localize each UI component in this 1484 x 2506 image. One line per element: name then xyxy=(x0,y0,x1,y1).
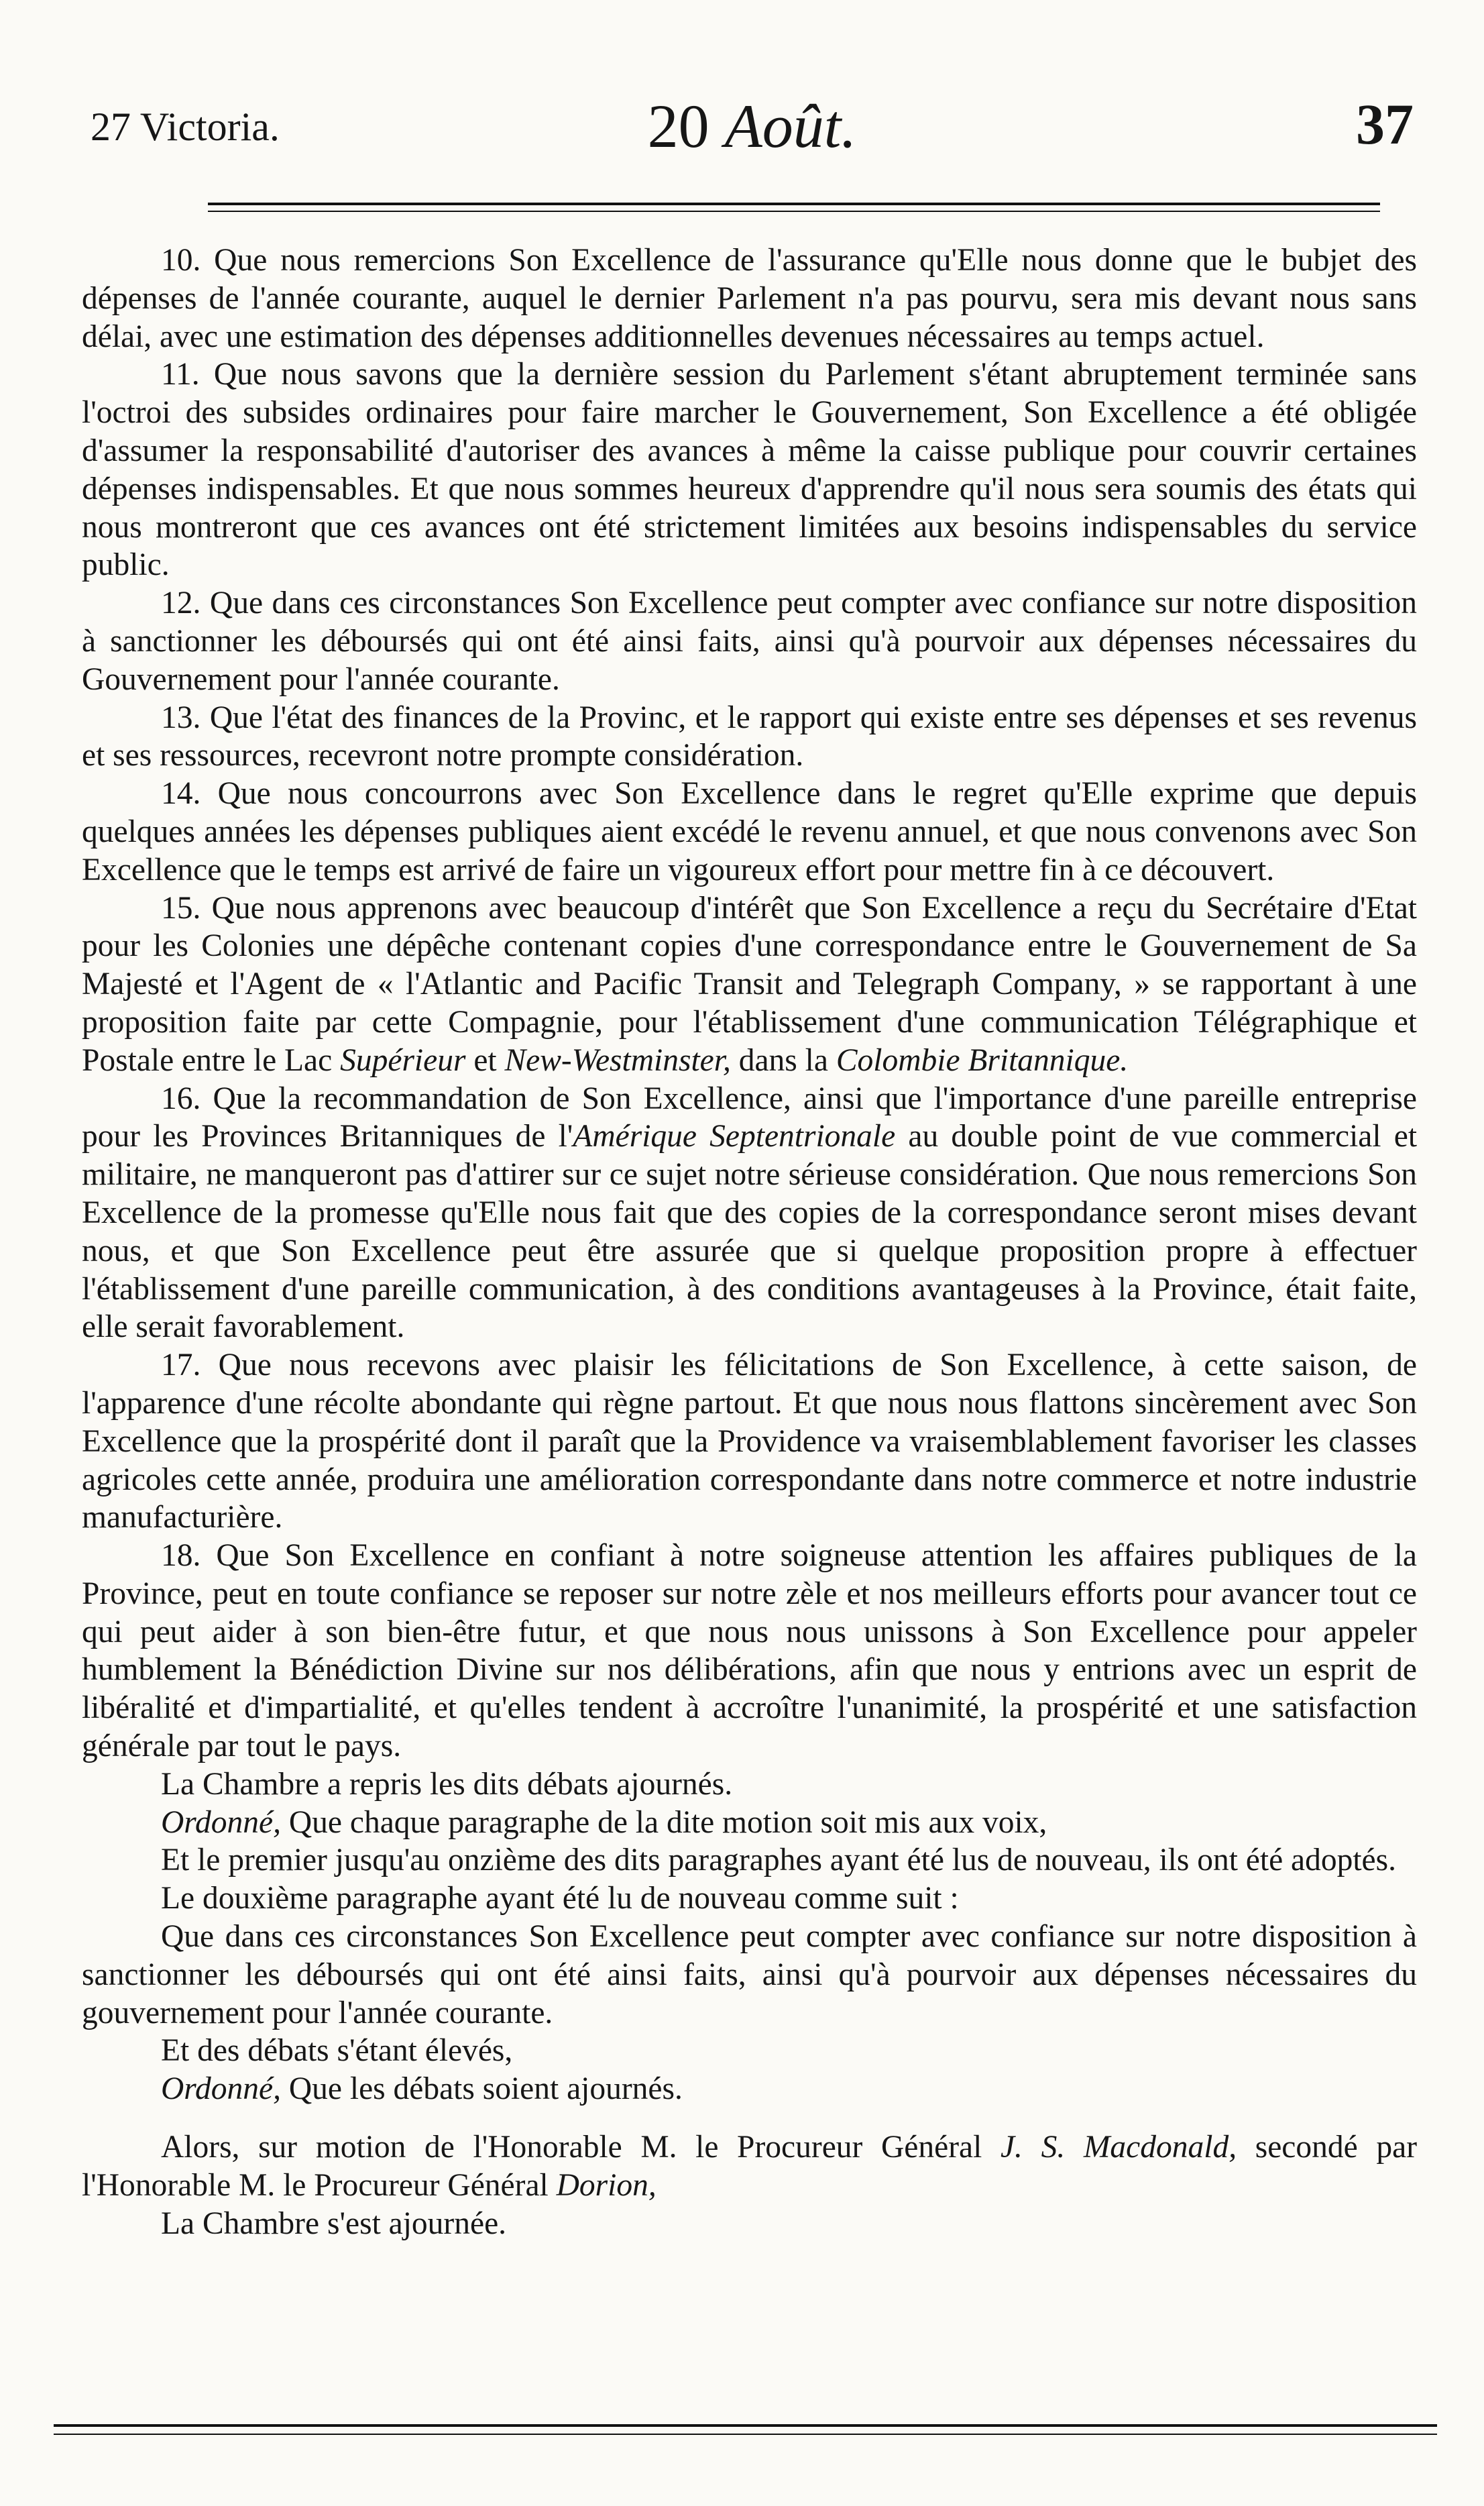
proceedings-twelfth-text: Que dans ces circonstances Son Excellence peut compter avec confiance sur notre disposition à sanctionner les déboursés qui ont été ainsi faits, ainsi qu'à pourvoir aux dépenses nécessaires du gouvernement pour l'année courante. xyxy=(82,1919,1417,2030)
paragraph-12: 12. Que dans ces circonstances Son Excellence peut compter avec confiance sur notre disposition à sanctionner les déboursés qui ont été ainsi faits, ainsi qu'à pourvoir aux dépenses nécessaires du Gouvernement pour l'année courante. xyxy=(82,586,1418,697)
footer-rule-top xyxy=(54,2424,1437,2427)
paragraph-15: 15. Que nous apprenons avec beaucoup d'intérêt que Son Excellence a reçu du Secrétaire d'Etat pour les Colonies une dépêche contenant copies d'une correspondance entre le Gouvernement de Sa Majesté et l'Agent de « l'Atlantic and Pacific Transit and Telegraph Company, » se rapportant à une proposition faite par cette Compagnie, pour l'établissement d'une communication Télégraphique et Postale entre le Lac Supérieur et New-Westminster, dans la Colombie Britannique. xyxy=(82,890,1418,1078)
header-day: 20 xyxy=(647,92,709,160)
paragraph-17: 17. Que nous recevons avec plaisir les félicitations de Son Excellence, à cette saison, de l'apparence d'une récolte abondante qui règne partout. Et que nous nous flattons sincèrement avec Son Excellence que la prospérité dont il paraît que la Providence va vraisemblablement favoriser les classes agricoles cette année, produira une amélioration correspondante dans notre commerce et notre industrie manufacturière. xyxy=(82,1348,1417,1535)
header-rule-top xyxy=(208,203,1380,205)
header-session: 27 Victoria. xyxy=(91,105,280,149)
paragraph-10: 10. Que nous remercions Son Excellence de l'assurance qu'Elle nous donne que le bubjet des dépenses de l'année courante, auquel le dernier Parlement n'a pas pourvu, sera mis devant nous sans délai, avec une estimation des dépenses additionnelles devenues nécessaires au temps actuel. xyxy=(82,243,1418,354)
page-number: 37 xyxy=(1356,92,1414,156)
proceedings-adjourned: La Chambre s'est ajournée. xyxy=(161,2205,507,2241)
proceedings-adjourned-debate: Ordonné, Que les débats soient ajournés. xyxy=(161,2071,683,2107)
proceedings-motion: Alors, sur motion de l'Honorable M. le Procureur Général J. S. Macdonald, secondé par l'Honorable M. le Procureur Général Dorion, xyxy=(82,2130,1418,2203)
paragraph-13: 13. Que l'état des finances de la Provinc, et le rapport qui existe entre ses dépenses et ses revenus et ses ressources, recevront notre prompte considération. xyxy=(82,700,1417,773)
page-header xyxy=(91,91,1414,164)
footer-rule-bottom xyxy=(54,2434,1437,2435)
paragraph-16: 16. Que la recommandation de Son Excellence, ainsi que l'importance d'une pareille entreprise pour les Provinces Britanniques de l'Amérique Septentrionale au double point de vue commercial et militaire, ne manqueront pas d'attirer sur ce sujet notre sérieuse considération. Que nous remercions Son Excellence de la promesse qu'Elle nous fait que des copies de la correspondance seront mises devant nous, et que Son Excellence peut être assurée que si quelque proposition propre à effectuer l'établissement d'une pareille communication, à des conditions avantageuses à la Province, était faite, elle serait favorablement. xyxy=(82,1081,1418,1345)
header-month: Août. xyxy=(724,92,857,160)
header-rule-bottom xyxy=(208,211,1380,212)
proceedings-ordered-vote: Ordonné, Que chaque paragraphe de la dite motion soit mis aux voix, xyxy=(161,1804,1047,1840)
proceedings-twelfth-read: Le douxième paragraphe ayant été lu de nouveau comme suit : xyxy=(161,1881,959,1916)
proceedings-adopted: Et le premier jusqu'au onzième des dits paragraphes ayant été lus de nouveau, ils ont été adoptés. xyxy=(161,1843,1396,1878)
paragraph-14: 14. Que nous concourrons avec Son Excellence dans le regret qu'Elle exprime que depuis quelques années les dépenses publiques aient excédé le revenu annuel, et que nous convenons avec Son Excellence que le temps est arrivé de faire un vigoureux effort pour mettre fin à ce découvert. xyxy=(82,776,1417,887)
proceedings-resumed: La Chambre a repris les dits débats ajournés. xyxy=(161,1766,733,1802)
header-date xyxy=(91,91,1414,162)
paragraph-11: 11. Que nous savons que la dernière session du Parlement s'étant abruptement terminée sans l'octroi des subsides ordinaires pour faire marcher le Gouvernement, Son Excellence a été obligée d'assumer la responsabilité d'autoriser des avances à même la caisse publique pour couvrir certaines dépenses indispensables. Et que nous sommes heureux d'apprendre qu'il nous sera soumis des états qui nous montreront que ces avances ont été strictement limitées aux besoins indispensables du service public. xyxy=(82,357,1418,583)
proceedings-debate: Et des débats s'étant élevés, xyxy=(161,2033,513,2069)
document-body xyxy=(82,241,1417,2242)
paragraph-18: 18. Que Son Excellence en confiant à notre soigneuse attention les affaires publiques de la Province, peut en toute confiance se reposer sur notre zèle et nos meilleurs efforts pour avancer tout ce qui peut aider à son bien-être futur, et que nous nous unissons à Son Excellence pour appeler humblement la Bénédiction Divine sur nos délibérations, afin que nous y entrions avec un esprit de libéralité et d'impartialité, et qu'elles tendent à accroître l'unanimité, la prospérité et une satisfaction générale par tout le pays. xyxy=(82,1538,1418,1764)
